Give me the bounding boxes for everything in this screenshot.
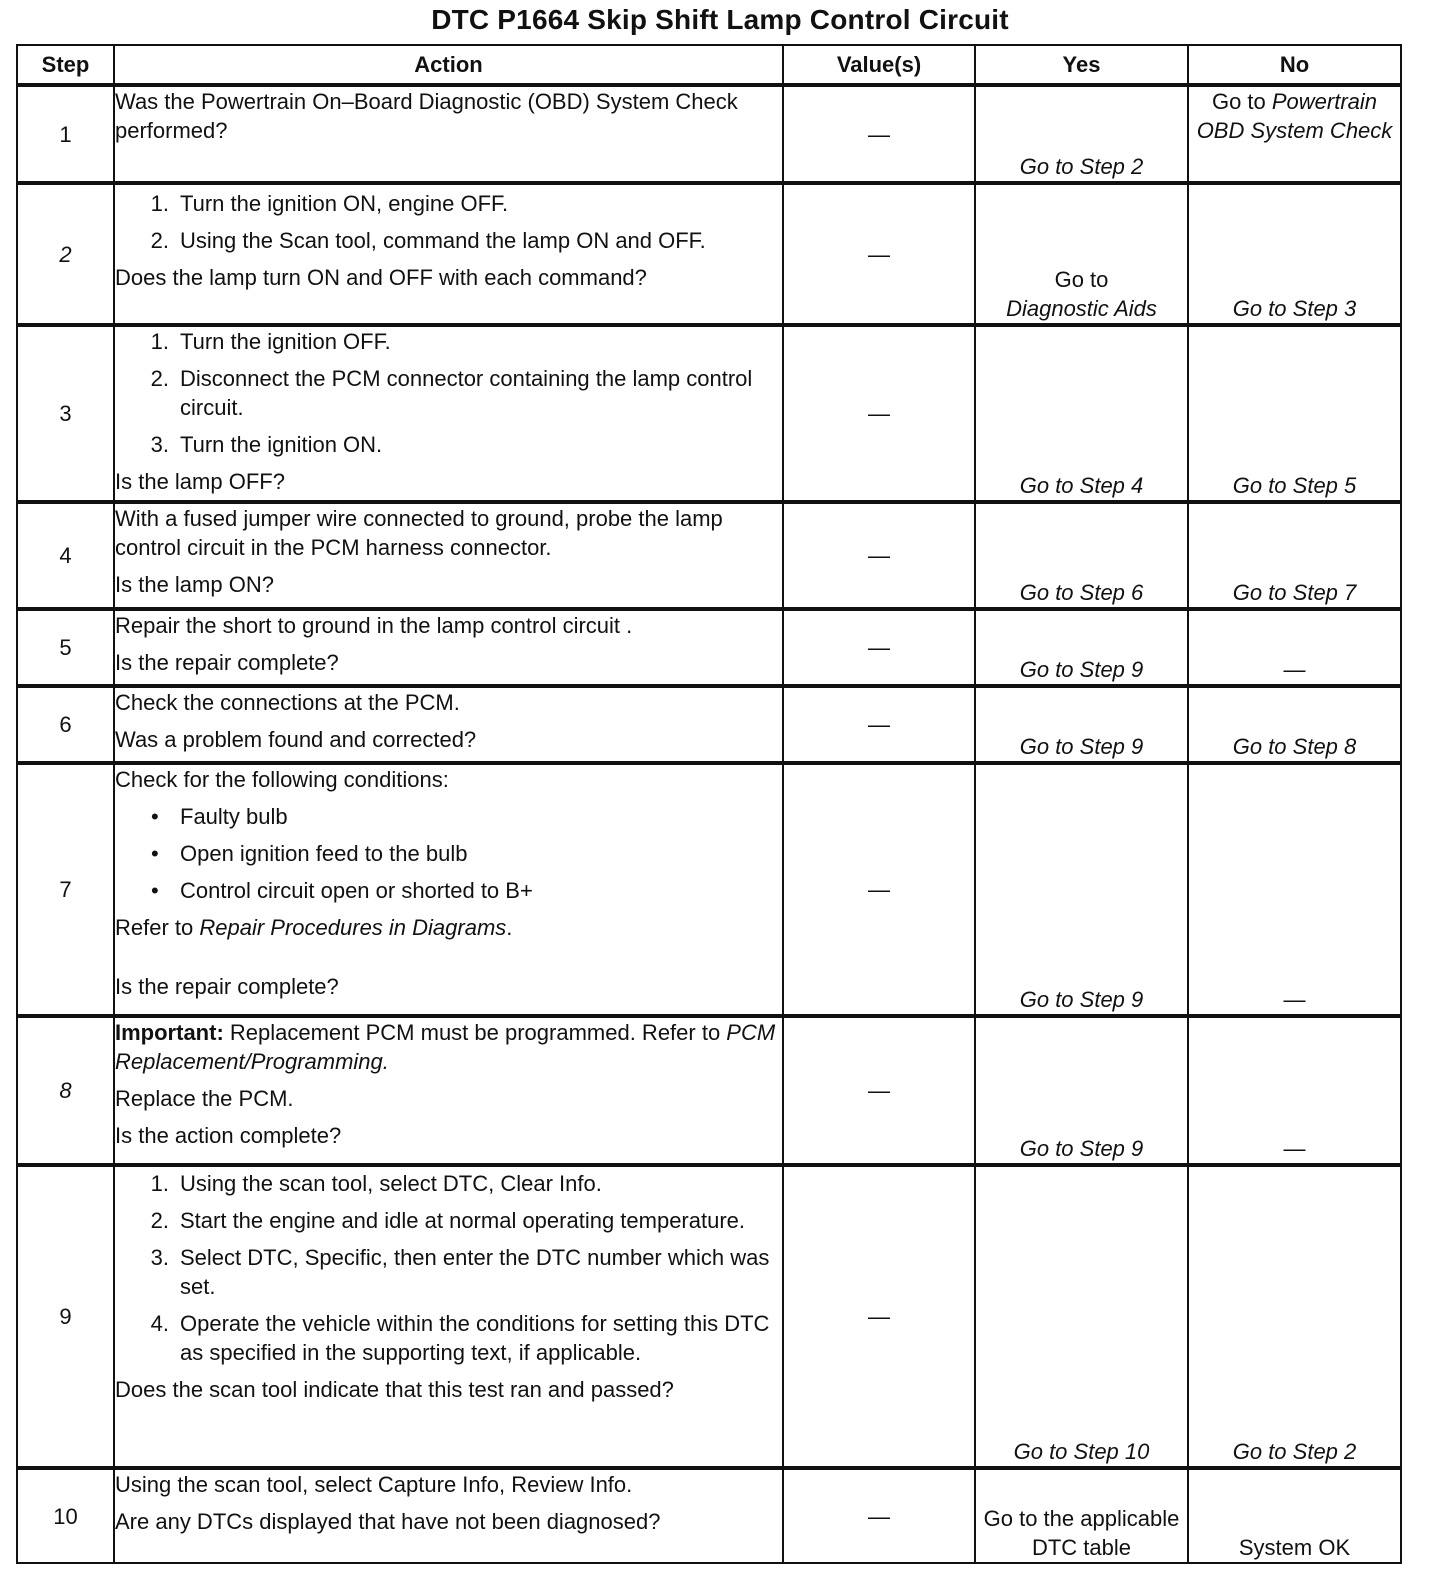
no-cell: Go to Step 2 [1188, 1165, 1401, 1468]
table-row [17, 502, 1401, 609]
no-prefix: Go to [1211, 89, 1272, 114]
value-cell: — [783, 609, 975, 686]
action-text: Check for the following conditions: [115, 767, 449, 792]
no-link-text: Powertrain OBD System Check [1196, 89, 1393, 143]
header-yes: Yes [975, 45, 1188, 85]
question-text: Is the lamp OFF? [115, 469, 285, 494]
value-cell: — [783, 763, 975, 1016]
step-number: 7 [17, 763, 114, 1016]
table-row [17, 1468, 1401, 1563]
question-text: Is the lamp ON? [115, 572, 274, 597]
header-action: Action [114, 45, 783, 85]
page-title: DTC P1664 Skip Shift Lamp Control Circuit [431, 4, 1009, 35]
no-cell: System OK [1188, 1468, 1401, 1563]
value-cell: — [783, 686, 975, 763]
yes-cell: Go to Step 9 [975, 686, 1188, 763]
important-note: Important: Replacement PCM must be programmed. Refer to PCM Replacement/Programming. [115, 1020, 776, 1074]
list-item: 4. Operate the vehicle within the conditions for setting this DTC as specified in the supporting text, if applicable. [150, 1311, 770, 1365]
yes-prefix: Go to [1054, 267, 1109, 292]
action-cell [114, 502, 783, 609]
question-text: Does the scan tool indicate that this test ran and passed? [115, 1377, 674, 1402]
yes-cell [975, 183, 1188, 325]
value-cell: — [783, 502, 975, 609]
list-item: • Faulty bulb [151, 804, 288, 829]
table-row [17, 609, 1401, 686]
step-number: 10 [17, 1468, 114, 1563]
yes-cell: Go to Step 10 [975, 1165, 1188, 1468]
question-text: Are any DTCs displayed that have not been diagnosed? [115, 1509, 661, 1534]
step-number: 8 [17, 1016, 114, 1165]
table-row [17, 1016, 1401, 1165]
no-cell: Go to Step 5 [1188, 325, 1401, 502]
step-number: 5 [17, 609, 114, 686]
yes-cell: Go to Step 9 [975, 609, 1188, 686]
header-row [17, 45, 1401, 85]
table-row [17, 325, 1401, 502]
action-text: Repair the short to ground in the lamp control circuit . [115, 613, 633, 638]
header-no: No [1188, 45, 1401, 85]
action-text: Using the scan tool, select Capture Info, Review Info. [115, 1472, 633, 1497]
list-item: • Control circuit open or shorted to B+ [151, 878, 533, 903]
table-row [17, 85, 1401, 183]
step-number: 9 [17, 1165, 114, 1468]
action-cell [114, 609, 783, 686]
no-cell [1188, 85, 1401, 183]
list-item: 1. Using the scan tool, select DTC, Clear Info. [150, 1171, 602, 1196]
table-row [17, 686, 1401, 763]
step-number: 3 [17, 325, 114, 502]
refer-text: Refer to Repair Procedures in Diagrams. [115, 915, 513, 940]
no-cell: — [1188, 763, 1401, 1016]
step-number: 6 [17, 686, 114, 763]
header-values: Value(s) [783, 45, 975, 85]
no-cell: — [1188, 1016, 1401, 1165]
action-text: Was the Powertrain On–Board Diagnostic (OBD) System Check performed? [115, 89, 738, 143]
list-item: 2. Disconnect the PCM connector containing the lamp control circuit. [150, 366, 753, 420]
list-item: 3. Turn the ignition ON. [150, 432, 383, 457]
table-row [17, 763, 1401, 1016]
list-item: 2. Using the Scan tool, command the lamp ON and OFF. [150, 228, 706, 253]
action-text: Replace the PCM. [115, 1086, 294, 1111]
action-cell [114, 325, 783, 502]
list-item: 3. Select DTC, Specific, then enter the DTC number which was set. [150, 1245, 770, 1299]
action-cell [114, 686, 783, 763]
value-cell: — [783, 325, 975, 502]
no-cell: Go to Step 8 [1188, 686, 1401, 763]
action-cell [114, 183, 783, 325]
question-text: Is the action complete? [115, 1123, 342, 1148]
list-item: 1. Turn the ignition OFF. [150, 329, 391, 354]
yes-cell: Go to Step 9 [975, 1016, 1188, 1165]
yes-link-text: Diagnostic Aids [1006, 296, 1157, 321]
action-cell [114, 85, 783, 183]
value-cell: — [783, 1468, 975, 1563]
action-text: With a fused jumper wire connected to ground, probe the lamp control circuit in the PCM harness connector. [115, 506, 723, 560]
yes-cell: Go to Step 9 [975, 763, 1188, 1016]
action-cell [114, 1468, 783, 1563]
action-text: Check the connections at the PCM. [115, 690, 460, 715]
yes-cell: Go to Step 4 [975, 325, 1188, 502]
no-cell: Go to Step 7 [1188, 502, 1401, 609]
question-text: Does the lamp turn ON and OFF with each command? [115, 265, 647, 290]
no-cell: Go to Step 3 [1188, 183, 1401, 325]
question-text: Was a problem found and corrected? [115, 727, 477, 752]
value-cell: — [783, 1016, 975, 1165]
yes-cell: Go to the applicable DTC table [975, 1468, 1188, 1563]
action-cell [114, 1016, 783, 1165]
step-number: 2 [17, 183, 114, 325]
no-cell: — [1188, 609, 1401, 686]
value-cell: — [783, 183, 975, 325]
list-item: 2. Start the engine and idle at normal operating temperature. [150, 1208, 746, 1233]
action-cell [114, 763, 783, 1016]
value-cell: — [783, 1165, 975, 1468]
list-item: • Open ignition feed to the bulb [151, 841, 468, 866]
table-row [17, 1165, 1401, 1468]
action-cell [114, 1165, 783, 1468]
header-step: Step [17, 45, 114, 85]
list-item: 1. Turn the ignition ON, engine OFF. [150, 191, 509, 216]
yes-cell: Go to Step 6 [975, 502, 1188, 609]
question-text: Is the repair complete? [115, 650, 339, 675]
yes-cell: Go to Step 2 [975, 85, 1188, 183]
step-number: 4 [17, 502, 114, 609]
step-number: 1 [17, 85, 114, 183]
value-cell: — [783, 85, 975, 183]
table-row [17, 183, 1401, 325]
question-text: Is the repair complete? [115, 974, 339, 999]
diagnostic-table [16, 44, 1402, 1564]
